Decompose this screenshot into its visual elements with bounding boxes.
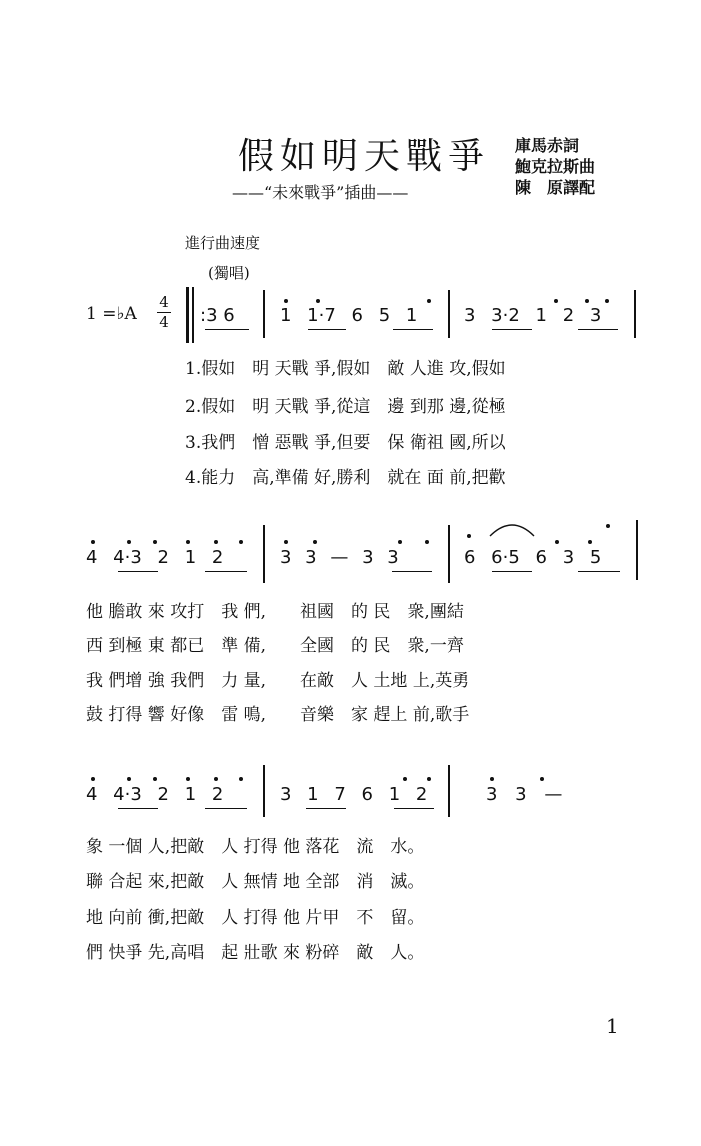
high-octave-dot (427, 777, 431, 781)
lyric-verse-1: 1.假如 明 天戰 爭,假如 敵 人進 攻,假如 (185, 359, 506, 379)
high-octave-dot (186, 777, 190, 781)
page-number: 1 (606, 1014, 619, 1038)
lyric-verse-2: 2.假如 明 天戰 爭,從這 邊 到那 邊,從極 (185, 397, 506, 417)
high-octave-dot (239, 777, 243, 781)
tempo-marking: 進行曲速度 (185, 234, 261, 252)
beam-underline (118, 808, 158, 809)
high-octave-dot (554, 299, 558, 303)
measure-notes: 6 6·5 6 3 5 (464, 547, 602, 568)
voice-marking: (獨唱) (208, 264, 250, 282)
beam-underline (492, 571, 532, 572)
lyric-verse-1: 他 膽敢 來 攻打 我 們, 祖國 的 民 衆,團結 (86, 602, 464, 622)
credit-translator: 陳 原譯配 (515, 178, 596, 197)
lyric-verse-4: 們 快爭 先,高唱 起 壯歌 來 粉碎 敵 人。 (86, 943, 425, 963)
high-octave-dot (186, 540, 190, 544)
high-octave-dot (540, 777, 544, 781)
beam-underline (393, 329, 433, 330)
measure-notes: :3 6 (200, 305, 235, 326)
song-credits (515, 135, 595, 198)
barline (263, 525, 265, 583)
high-octave-dot (467, 534, 471, 538)
beam-underline (308, 329, 346, 330)
lyric-verse-3: 我 們增 強 我們 力 量, 在敵 人 土地 上,英勇 (86, 671, 470, 691)
high-octave-dot (585, 299, 589, 303)
high-octave-dot (313, 540, 317, 544)
song-subtitle: ——“未來戰爭”插曲—— (232, 183, 409, 202)
beam-underline (578, 329, 618, 330)
high-octave-dot (214, 777, 218, 781)
lyric-verse-4: 鼓 打得 響 好像 雷 鳴, 音樂 家 趕上 前,歌手 (86, 705, 470, 725)
beam-underline (205, 571, 247, 572)
high-octave-dot (398, 540, 402, 544)
high-octave-dot (427, 299, 431, 303)
high-octave-dot (403, 777, 407, 781)
measure-notes: 3 1 7 6 1 2 (280, 784, 428, 805)
time-signature-bottom: 4 (159, 313, 169, 331)
beam-underline (205, 808, 247, 809)
high-octave-dot (425, 540, 429, 544)
measure-notes: 3 3 — (486, 784, 563, 805)
high-octave-dot (127, 540, 131, 544)
lyric-verse-1: 象 一個 人,把敵 人 打得 他 落花 流 水。 (86, 837, 425, 857)
barline (263, 290, 265, 338)
repeat-barline-thick (186, 287, 189, 343)
song-title: 假如明天戰爭 (238, 136, 491, 177)
high-octave-dot (127, 777, 131, 781)
key-signature: 1 =♭A (86, 304, 137, 324)
measure-notes: 3 3 — 3 3 (280, 547, 399, 568)
high-octave-dot (153, 777, 157, 781)
beam-underline (492, 329, 532, 330)
lyric-verse-4: 4.能力 高,準備 好,勝利 就在 面 前,把歡 (185, 468, 506, 488)
beam-underline (205, 329, 249, 330)
beam-underline (306, 808, 346, 809)
high-octave-dot (555, 540, 559, 544)
lyric-verse-3: 地 向前 衝,把敵 人 打得 他 片甲 不 留。 (86, 908, 425, 928)
high-octave-dot (214, 540, 218, 544)
credit-lyricist: 庫馬赤詞 (515, 136, 580, 155)
high-octave-dot (239, 540, 243, 544)
time-signature (157, 293, 171, 332)
measure-notes: 1 1·7 6 5 1 (280, 305, 418, 326)
beam-underline (578, 571, 620, 572)
high-octave-dot (605, 299, 609, 303)
barline (636, 520, 638, 580)
time-signature-top: 4 (159, 293, 169, 311)
high-octave-dot (91, 540, 95, 544)
lyric-verse-3: 3.我們 憎 惡戰 爭,但要 保 衛祖 國,所以 (185, 433, 506, 453)
high-octave-dot (606, 524, 610, 528)
barline (263, 765, 265, 817)
barline (448, 290, 450, 338)
high-octave-dot (316, 299, 320, 303)
measure-notes: 3 3·2 1 2 3 (464, 305, 602, 326)
credit-composer: 鮑克拉斯曲 (515, 157, 596, 176)
lyric-verse-2: 西 到極 東 都已 準 備, 全國 的 民 衆,一齊 (86, 636, 464, 656)
measure-notes: 4 4·3 2 1 2 (86, 547, 224, 568)
barline (448, 525, 450, 583)
high-octave-dot (284, 540, 288, 544)
high-octave-dot (490, 777, 494, 781)
slur-arc (488, 516, 536, 538)
barline (634, 290, 636, 338)
measure-notes: 4 4·3 2 1 2 (86, 784, 224, 805)
lyric-verse-2: 聯 合起 來,把敵 人 無情 地 全部 消 滅。 (86, 872, 425, 892)
beam-underline (118, 571, 158, 572)
high-octave-dot (284, 299, 288, 303)
beam-underline (394, 808, 434, 809)
repeat-barline-thin (192, 287, 194, 343)
high-octave-dot (153, 540, 157, 544)
beam-underline (392, 571, 432, 572)
barline (448, 765, 450, 817)
high-octave-dot (588, 540, 592, 544)
high-octave-dot (91, 777, 95, 781)
